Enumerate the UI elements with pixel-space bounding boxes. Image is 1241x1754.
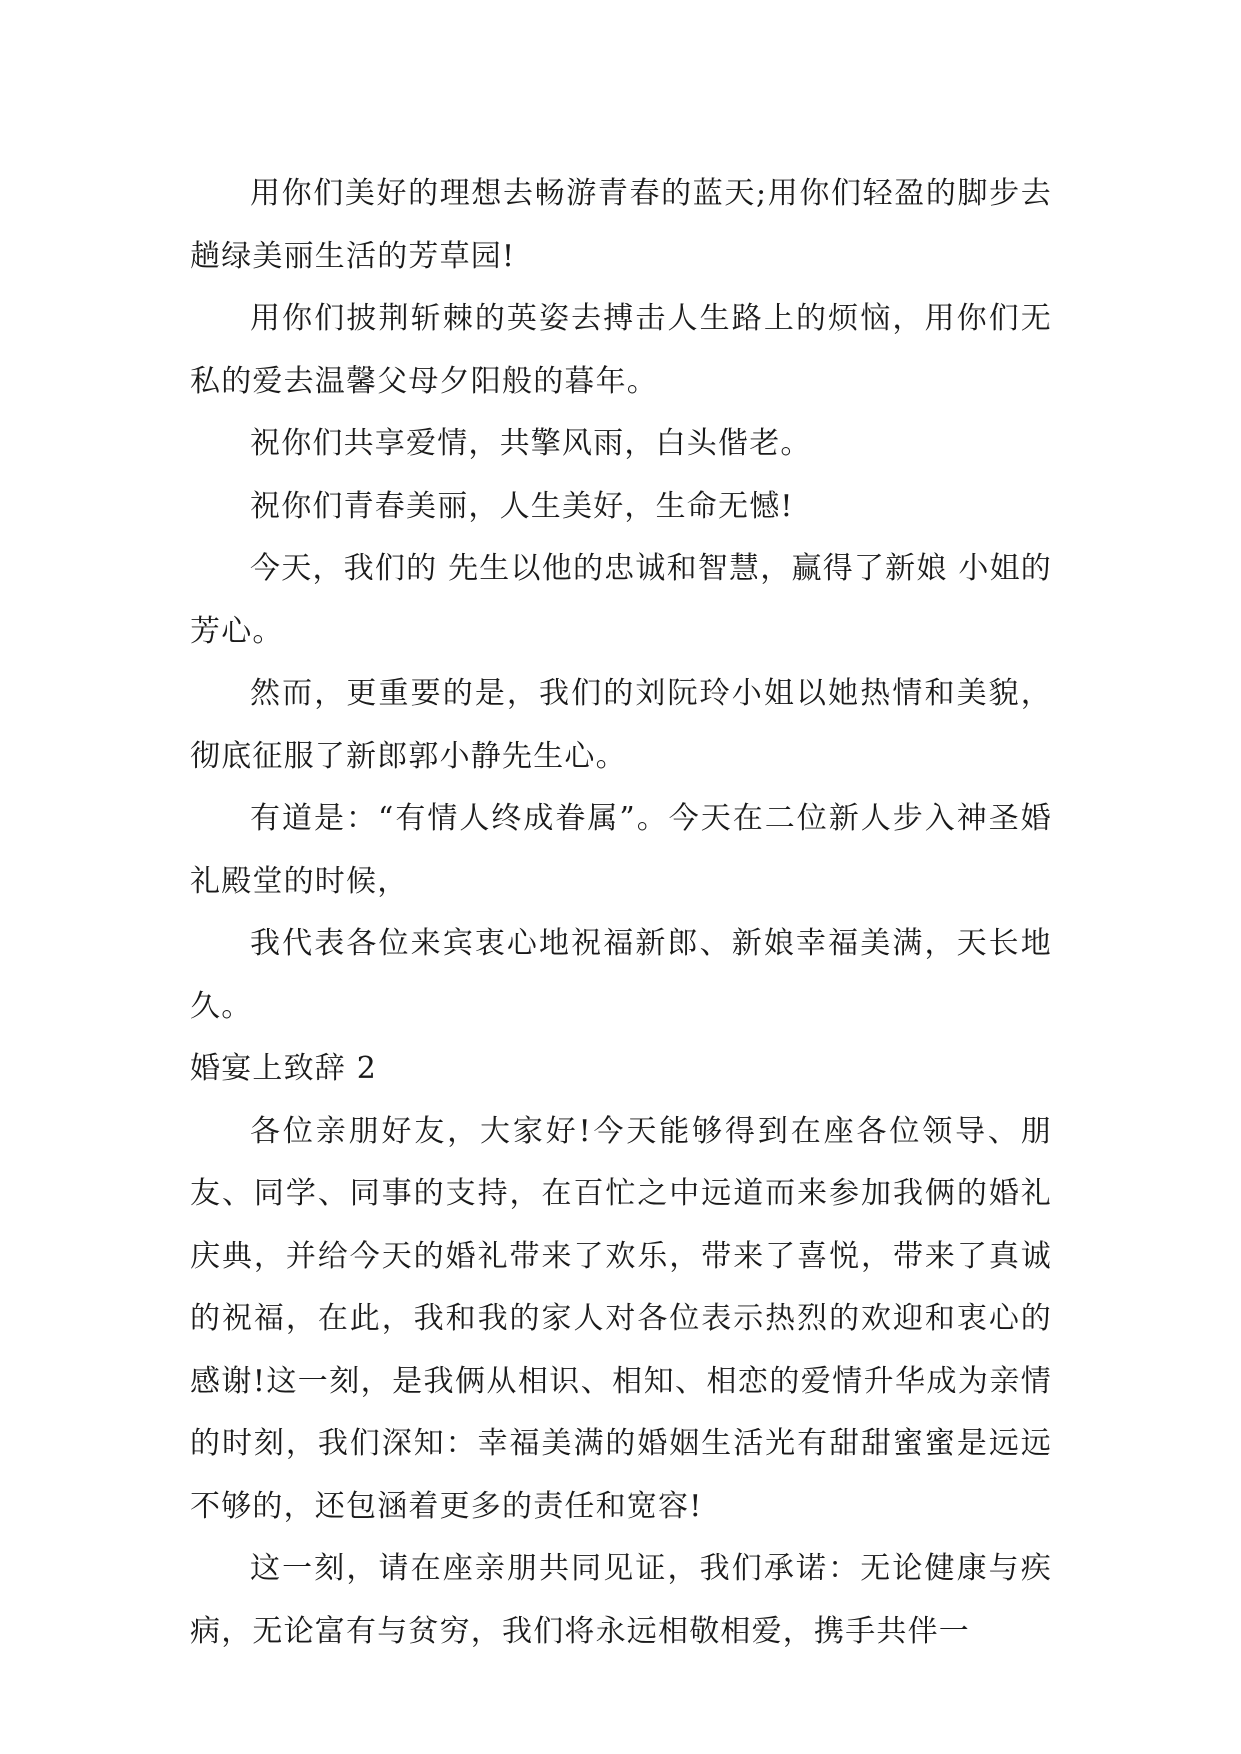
paragraph: 祝你们青春美丽，人生美好，生命无憾! <box>250 488 794 524</box>
paragraph: 然而，更重要的是，我们的刘阮玲小姐以她热情和美貌，彻底征服了新郎郭小静先生心。 <box>190 676 1052 774</box>
document-body <box>190 163 1052 1663</box>
paragraph: 祝你们共享爱情，共擎风雨，白头偕老。 <box>250 426 812 461</box>
paragraph: 各位亲朋好友，大家好!今天能够得到在座各位领导、朋友、同学、同事的支持，在百忙之中远道而来参加我俩的婚礼庆典，并给今天的婚礼带来了欢乐，带来了喜悦，带来了真诚的祝福，在此，我和我的家人对各位表示热烈的欢迎和衷心的感谢!这一刻，是我俩从相识、相知、相恋的爱情升华成为亲情的时刻，我们深知：幸福美满的婚姻生活光有甜甜蜜蜜是远远不够的，还包涵着更多的责任和宽容! <box>190 1113 1052 1524</box>
paragraph: 这一刻，请在座亲朋共同见证，我们承诺：无论健康与疾病，无论富有与贫穷，我们将永远相敬相爱，携手共伴一 <box>190 1551 1052 1649</box>
paragraph: 今天，我们的 先生以他的忠诚和智慧，赢得了新娘 小姐的芳心。 <box>190 551 1052 649</box>
paragraph: 有道是：“有情人终成眷属”。今天在二位新人步入神圣婚礼殿堂的时候， <box>190 801 1052 899</box>
section-heading: 婚宴上致辞 2 <box>190 1051 378 1086</box>
paragraph: 我代表各位来宾衷心地祝福新郎、新娘幸福美满，天长地久。 <box>190 926 1052 1024</box>
paragraph: 用你们美好的理想去畅游青春的蓝天;用你们轻盈的脚步去趟绿美丽生活的芳草园! <box>190 176 1052 274</box>
paragraph: 用你们披荆斩棘的英姿去搏击人生路上的烦恼，用你们无私的爱去温馨父母夕阳般的暮年。 <box>190 301 1052 399</box>
